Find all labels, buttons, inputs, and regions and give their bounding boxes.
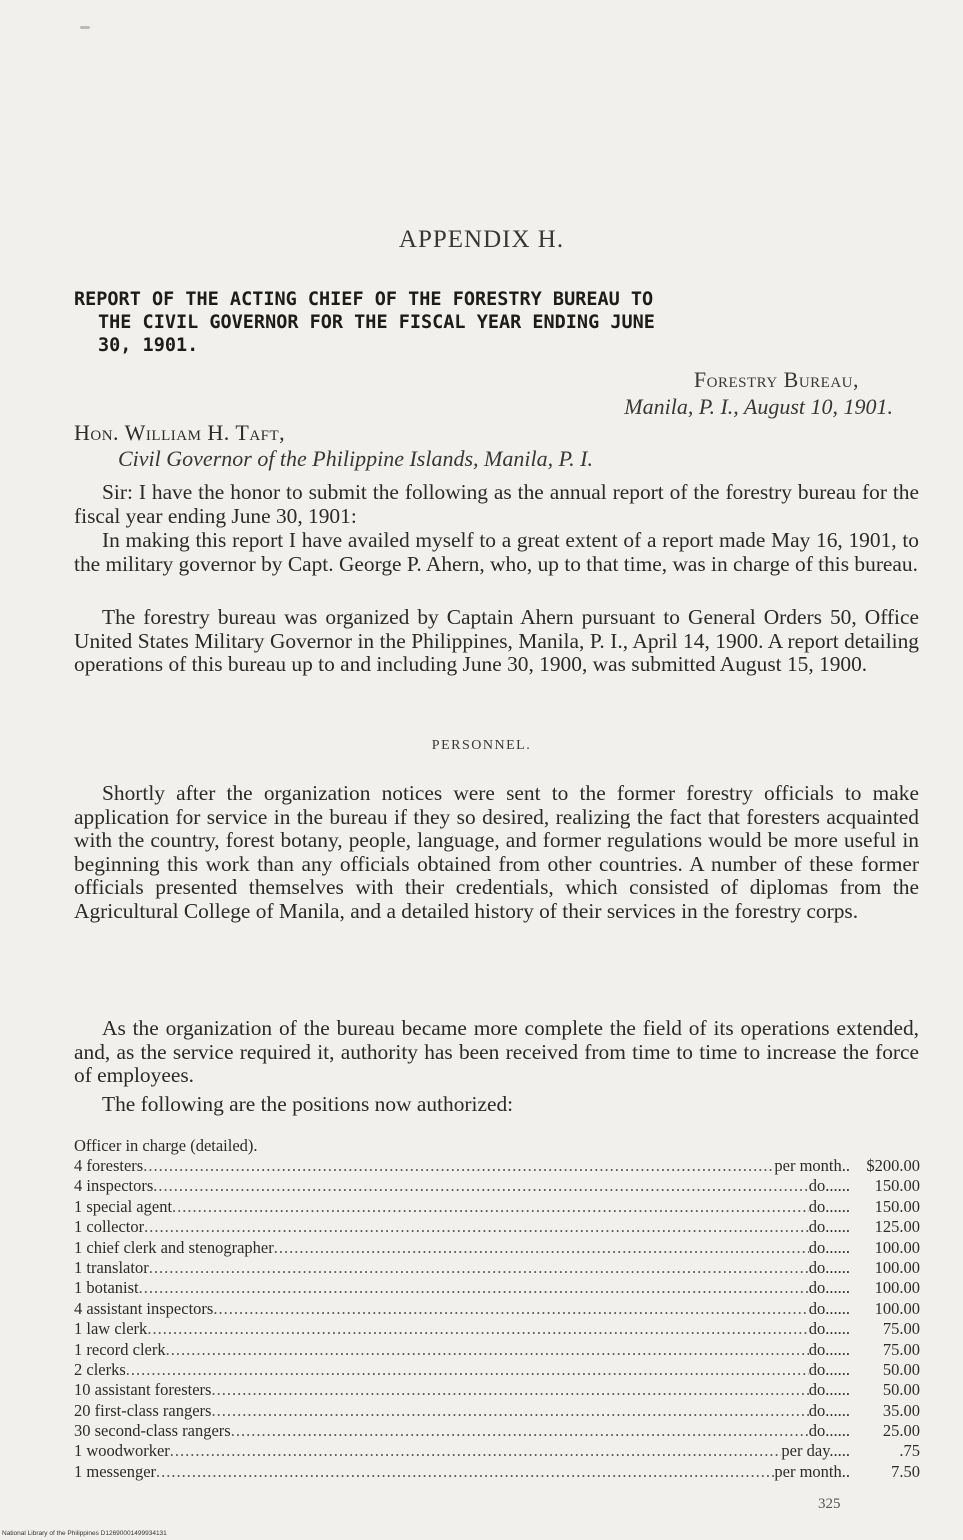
- table-row: [74, 1197, 920, 1217]
- position-description: 1 collector: [74, 1217, 145, 1237]
- position-amount: 125.00: [874, 1217, 920, 1237]
- position-description: 10 assistant foresters: [74, 1380, 212, 1400]
- position-rate: do......: [808, 1400, 850, 1420]
- leader-dots: [274, 1238, 809, 1258]
- position-amount: 150.00: [874, 1196, 920, 1216]
- table-row: [74, 1360, 920, 1380]
- leader-dots: [213, 1299, 808, 1319]
- position-amount: 35.00: [882, 1400, 920, 1420]
- position-amount: 100.00: [874, 1298, 920, 1318]
- position-description: 1 record clerk: [74, 1339, 166, 1359]
- position-rate: do......: [808, 1359, 850, 1379]
- position-rate: per month..: [774, 1461, 850, 1481]
- table-row: [74, 1156, 920, 1176]
- position-description: 1 chief clerk and stenographer: [74, 1237, 274, 1257]
- position-rate: do......: [808, 1217, 850, 1237]
- table-row: [74, 1217, 920, 1237]
- page-number: 325: [818, 1496, 841, 1512]
- position-rate: do......: [808, 1298, 850, 1318]
- position-rate: do......: [808, 1196, 850, 1216]
- leader-dots: [126, 1360, 809, 1380]
- sender-place-date: Manila, P. I., August 10, 1901.: [624, 394, 893, 419]
- leader-dots: [211, 1380, 808, 1400]
- leader-dots: [211, 1401, 808, 1421]
- position-rate: do......: [808, 1278, 850, 1298]
- position-description: 2 clerks: [74, 1359, 126, 1379]
- report-title: [74, 288, 924, 357]
- position-description: 1 woodworker: [74, 1441, 170, 1461]
- section-heading: PERSONNEL.: [431, 738, 532, 753]
- position-description: 1 special agent: [74, 1196, 173, 1216]
- position-rate: do......: [808, 1339, 850, 1359]
- footer-credit: National Library of the Philippines D12690001499934131: [2, 1530, 167, 1537]
- table-row: [74, 1319, 920, 1339]
- scan-mark: [80, 26, 90, 29]
- position-amount: 100.00: [874, 1257, 920, 1277]
- position-description: 20 first-class rangers: [74, 1400, 212, 1420]
- table-row: [74, 1380, 920, 1400]
- table-row: [74, 1401, 920, 1421]
- leader-dots: [144, 1217, 809, 1237]
- table-row: [74, 1421, 920, 1441]
- table-row: [74, 1258, 920, 1278]
- position-description: 30 second-class rangers: [74, 1421, 231, 1441]
- leader-dots: [143, 1156, 774, 1176]
- addressee-name: Hon. William H. Taft,: [74, 420, 286, 445]
- position-rate: per month..: [774, 1156, 850, 1175]
- position-amount: .75: [899, 1441, 920, 1461]
- table-row: [74, 1299, 920, 1319]
- appendix-heading: APPENDIX H.: [398, 226, 565, 253]
- position-rate: do......: [808, 1380, 850, 1400]
- position-amount: 75.00: [882, 1319, 920, 1339]
- position-amount: 100.00: [874, 1278, 920, 1298]
- position-rate: do......: [808, 1319, 850, 1339]
- leader-dots: [147, 1319, 808, 1339]
- paragraph: Sir: I have the honor to submit the following as the annual report of the forestry bureau for the fiscal year ending June 30, 1901:: [74, 480, 919, 528]
- leader-dots: [139, 1278, 809, 1298]
- leader-dots: [166, 1340, 809, 1360]
- paragraph: The following are the positions now authorized:: [102, 1092, 514, 1116]
- position-rate: do......: [808, 1257, 850, 1277]
- paragraph: As the organization of the bureau became more complete the field of its operations extended, and, as the service required it, authority has been received from time to time to increase the force of employees.: [74, 1016, 919, 1088]
- positions-header: Officer in charge (detailed).: [74, 1136, 258, 1155]
- table-row: [74, 1441, 920, 1461]
- leader-dots: [172, 1197, 809, 1217]
- position-description: 1 botanist: [74, 1278, 139, 1298]
- table-row: [74, 1340, 920, 1360]
- position-description: 1 translator: [74, 1257, 149, 1277]
- leader-dots: [153, 1176, 808, 1196]
- position-description: 4 inspectors: [74, 1176, 154, 1196]
- leader-dots: [156, 1462, 774, 1482]
- leader-dots: [149, 1258, 809, 1278]
- position-amount: 25.00: [882, 1421, 920, 1441]
- leader-dots: [170, 1441, 782, 1461]
- paragraph: In making this report I have availed myself to a great extent of a report made May 16, 1901, to the military governor by Capt. George P. Ahern, who, up to that time, was in charge of this bureau.: [74, 528, 919, 576]
- position-amount: 7.50: [891, 1461, 920, 1481]
- table-row: [74, 1176, 920, 1196]
- position-amount: $200.00: [866, 1156, 920, 1175]
- title-line: THE CIVIL GOVERNOR FOR THE FISCAL YEAR ENDING JUNE: [98, 312, 655, 333]
- paragraph: Shortly after the organization notices were sent to the former forestry officials to make application for service in the bureau if they so desired, realizing the fact that foresters acquainted with the country, forest botany, people, language, and former regulations would be more useful in beginning this work than any officials obtained from other countries. A number of these former officials presented themselves with their credentials, which consisted of diplomas from the Agricultural College of Manila, and a detailed history of their services in the forestry corps.: [74, 781, 919, 923]
- position-amount: 50.00: [882, 1380, 920, 1400]
- position-amount: 150.00: [874, 1176, 920, 1196]
- position-amount: 100.00: [874, 1237, 920, 1257]
- table-row: [74, 1238, 920, 1258]
- title-line: 30, 1901.: [98, 335, 199, 356]
- position-description: 4 foresters: [74, 1156, 144, 1175]
- title-line: REPORT OF THE ACTING CHIEF OF THE FORESTRY BUREAU TO: [74, 289, 654, 310]
- positions-table: [74, 1135, 920, 1482]
- position-amount: 50.00: [882, 1359, 920, 1379]
- table-row: [74, 1462, 920, 1482]
- leader-dots: [231, 1421, 809, 1441]
- position-rate: do......: [808, 1421, 850, 1441]
- addressee-title: Civil Governor of the Philippine Islands, Manila, P. I.: [118, 446, 593, 471]
- position-amount: 75.00: [882, 1339, 920, 1359]
- table-row: [74, 1278, 920, 1298]
- position-rate: do......: [808, 1237, 850, 1257]
- position-description: 1 law clerk: [74, 1319, 148, 1339]
- sender-office: Forestry Bureau,: [693, 367, 859, 392]
- position-description: 4 assistant inspectors: [74, 1298, 214, 1318]
- position-description: 1 messenger: [74, 1461, 157, 1481]
- paragraph: The forestry bureau was organized by Captain Ahern pursuant to General Orders 50, Office United States Military Governor in the Philippines, Manila, P. I., April 14, 1900. A report detailing operations of this bureau up to and including June 30, 1900, was submitted August 15, 1900.: [74, 605, 919, 677]
- position-rate: do......: [808, 1176, 850, 1196]
- position-rate: per day.....: [781, 1441, 850, 1461]
